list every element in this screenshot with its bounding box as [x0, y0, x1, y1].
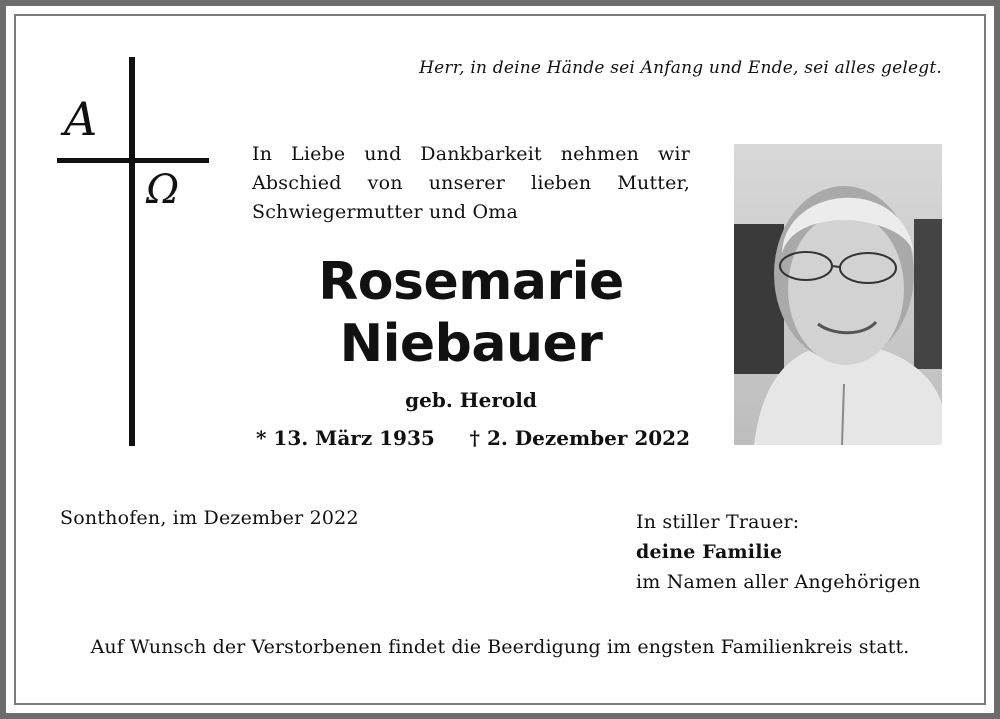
mourners-family: deine Familie	[636, 541, 783, 563]
omega-symbol: Ω	[146, 167, 180, 213]
intro-line-1: In Liebe und Dankbarkeit nehmen wir	[252, 143, 690, 165]
first-name: Rosemarie	[318, 252, 624, 312]
funeral-notice: Auf Wunsch der Verstorbenen findet die Beerdigung im engsten Familienkreis statt.	[90, 636, 910, 658]
mourners-line-3: im Namen aller Angehörigen	[636, 571, 921, 593]
cross-vertical-bar	[129, 57, 135, 446]
intro-line-3: Schwiegermutter und Oma	[252, 201, 519, 223]
intro-line-2: Abschied von unserer lieben Mutter,	[252, 172, 690, 194]
birth-date: * 13. März 1935	[256, 426, 435, 450]
mourners-block	[636, 507, 921, 597]
place-and-date: Sonthofen, im Dezember 2022	[60, 507, 359, 529]
last-name: Niebauer	[339, 314, 603, 374]
birth-name: geb. Herold	[405, 388, 537, 412]
bible-motto: Herr, in deine Hände sei Anfang und Ende, sei alles gelegt.	[419, 58, 942, 78]
cross-horizontal-bar	[57, 158, 209, 163]
portrait-photo	[734, 144, 942, 445]
portrait-illustration	[734, 144, 942, 445]
mourners-line-1: In stiller Trauer:	[636, 511, 800, 533]
intro-text	[252, 140, 690, 227]
death-date: † 2. Dezember 2022	[469, 426, 690, 450]
alpha-symbol: A	[64, 92, 98, 146]
